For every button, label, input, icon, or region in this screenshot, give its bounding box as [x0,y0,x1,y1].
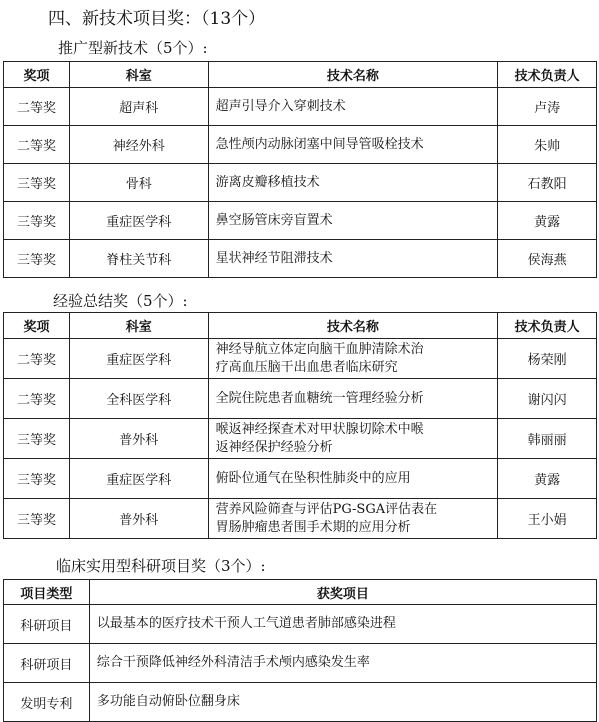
tech-cell: 游离皮瓣移植技术 [208,164,497,202]
lead-cell: 朱帅 [498,126,597,164]
award-cell: 三等奖 [4,419,70,459]
award-cell: 二等奖 [4,88,70,126]
tech-cell: 星状神经节阻滞技术 [208,240,497,278]
tech-line: 营养风险筛查与评估PG-SGA评估表在 [215,501,438,517]
tech-cell [208,419,497,459]
table-row [4,339,597,379]
lead-cell: 杨荣刚 [498,339,597,379]
lead-cell: 侯海燕 [498,240,597,278]
project-cell: 以最基本的医疗技术干预人工气道患者肺部感染进程 [89,605,596,644]
tech-cell [208,379,497,419]
dept-cell: 重症医学科 [69,339,208,379]
section1-heading: 推广型新技术（5个）: [58,39,208,57]
header-award: 奖项 [4,313,70,339]
dept-cell: 普外科 [69,499,208,539]
lead-cell: 谢闪闪 [498,379,597,419]
dept-cell: 脊柱关节科 [69,240,208,278]
dept-cell: 普外科 [69,419,208,459]
award-cell: 二等奖 [4,339,70,379]
dept-cell: 超声科 [69,88,208,126]
header-award: 奖项 [4,62,70,88]
lead-cell: 黄露 [498,459,597,499]
table-row [4,126,597,164]
section-title: 四、新技术项目奖：（13个） [48,9,266,29]
header-lead: 技术负责人 [498,313,597,339]
table-header-row [4,580,597,605]
lead-cell: 石教阳 [498,164,597,202]
clinical-research-table [3,579,597,722]
table-row [4,683,597,722]
table-row [4,164,597,202]
table-row [4,499,597,539]
award-cell: 三等奖 [4,202,70,240]
award-cell: 二等奖 [4,379,70,419]
header-dept: 科室 [69,313,208,339]
tech-cell: 超声引导介入穿刺技术 [208,88,497,126]
tech-cell [208,499,497,539]
dept-cell: 骨科 [69,164,208,202]
table-header-row [4,62,597,88]
table-row [4,379,597,419]
table-row [4,605,597,644]
type-cell: 科研项目 [4,605,90,644]
header-lead: 技术负责人 [498,62,597,88]
award-cell: 三等奖 [4,240,70,278]
table-header-row [4,313,597,339]
promoted-tech-table [3,61,597,278]
tech-line: 喉返神经探查术对甲状腺切除术中喉 [215,421,424,437]
type-cell: 科研项目 [4,644,90,683]
project-cell: 综合干预降低神经外科清洁手术颅内感染发生率 [89,644,596,683]
dept-cell: 重症医学科 [69,202,208,240]
table-row [4,202,597,240]
table-row [4,240,597,278]
type-cell: 发明专利 [4,683,90,722]
tech-cell [208,459,497,499]
tech-line: 全院住院患者血糖统一管理经验分析 [215,390,424,406]
dept-cell: 全科医学科 [69,379,208,419]
section2-heading: 经验总结奖（5个）: [53,292,188,310]
award-cell: 三等奖 [4,499,70,539]
tech-line: 神经导航立体定向脑干血肿清除术治 [215,341,424,357]
tech-line: 俯卧位通气在坠积性肺炎中的应用 [215,470,411,486]
award-cell: 二等奖 [4,126,70,164]
lead-cell: 王小娟 [498,499,597,539]
tech-cell [208,339,497,379]
header-project-type: 项目类型 [4,580,90,605]
experience-summary-table [3,312,597,539]
dept-cell: 重症医学科 [69,459,208,499]
lead-cell: 黄露 [498,202,597,240]
lead-cell: 韩丽丽 [498,419,597,459]
tech-line: 胃肠肿瘤患者围手术期的应用分析 [215,519,411,535]
award-cell: 三等奖 [4,164,70,202]
tech-line: 疗高血压脑干出血患者临床研究 [215,359,398,375]
table-row [4,644,597,683]
header-tech: 技术名称 [208,313,497,339]
dept-cell: 神经外科 [69,126,208,164]
header-project: 获奖项目 [89,580,596,605]
tech-cell: 急性颅内动脉闭塞中间导管吸栓技术 [208,126,497,164]
tech-line: 返神经保护经验分析 [215,439,333,455]
project-cell: 多功能自动俯卧位翻身床 [89,683,596,722]
header-tech: 技术名称 [208,62,497,88]
section3-heading: 临床实用型科研项目奖（3个）: [56,557,266,575]
table-row [4,88,597,126]
table-row [4,419,597,459]
header-dept: 科室 [69,62,208,88]
award-cell: 三等奖 [4,459,70,499]
lead-cell: 卢涛 [498,88,597,126]
tech-cell: 鼻空肠管床旁盲置术 [208,202,497,240]
table-row [4,459,597,499]
